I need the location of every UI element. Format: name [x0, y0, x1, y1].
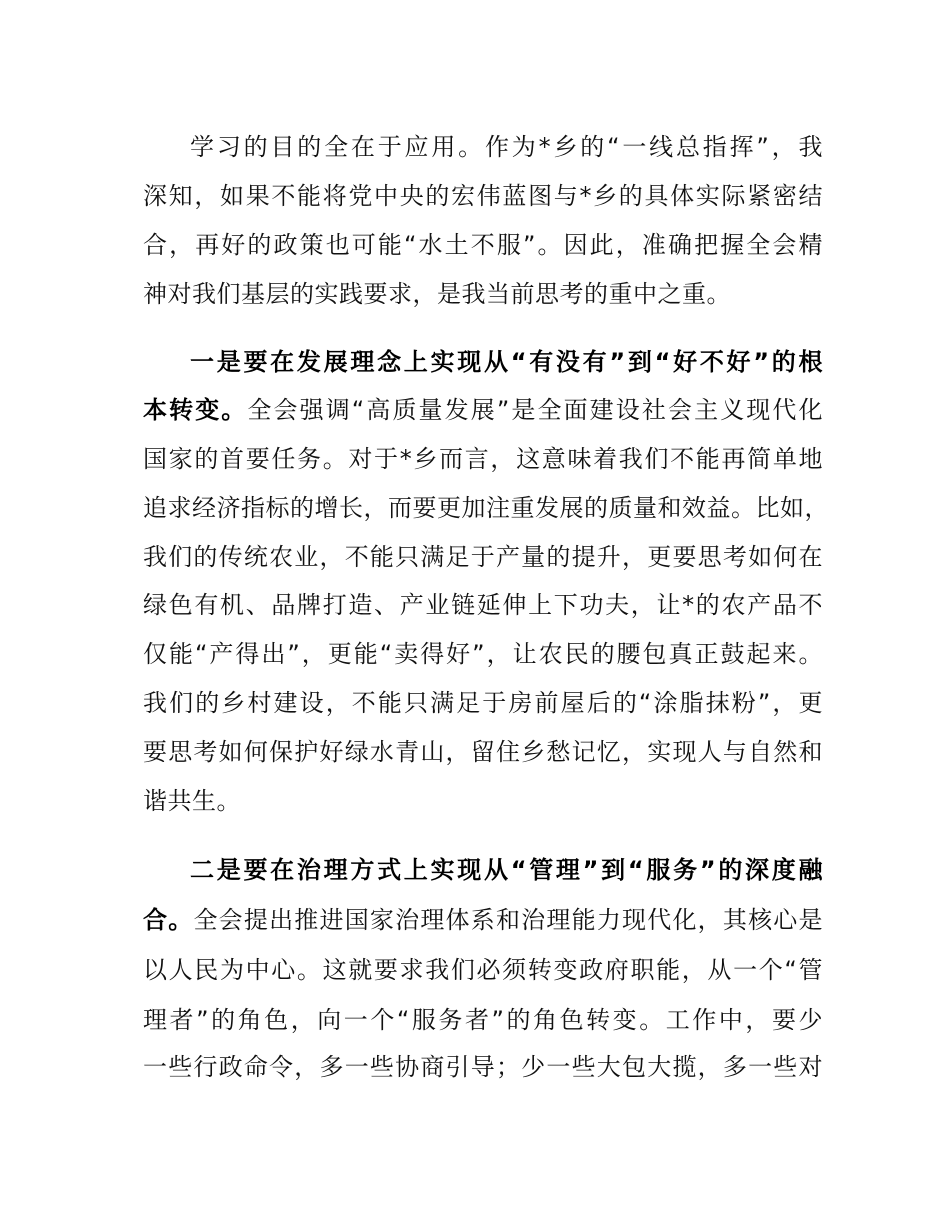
text-line [143, 493, 829, 523]
text-line [143, 905, 823, 935]
body-text: 我们的乡村建设，不能只满足于房前屋后的“涂脂抹粉”，更 [143, 689, 823, 717]
body-text: 绿色有机、品牌打造、产业链延伸上下功夫，让*的农产品不 [143, 591, 823, 619]
text-line [143, 955, 823, 985]
body-text: 我们的传统农业，不能只满足于产量的提升，更要思考如何在 [143, 543, 823, 571]
text-line [190, 855, 823, 885]
text-line [143, 542, 823, 572]
body-text: 理者”的角色，向一个“服务者”的角色转变。工作中，要少 [143, 1006, 823, 1034]
body-text: 全会提出推进国家治理体系和治理能力现代化，其核心是 [193, 906, 824, 934]
body-text: 合，再好的政策也可能“水土不服”。因此，准确把握全会精 [143, 231, 823, 259]
bold-heading-text: 二是要在治理方式上实现从“管理”到“服务”的深度融 [190, 856, 823, 884]
body-text: 谐共生。 [143, 787, 241, 815]
body-text: 追求经济指标的增长，而要更加注重发展的质量和效益。比如， [143, 494, 829, 522]
body-text: 一些行政命令，多一些协商引导；少一些大包大揽，多一些对 [143, 1053, 823, 1081]
text-line [143, 1052, 823, 1082]
text-line [143, 395, 823, 425]
body-text: 以人民为中心。这就要求我们必须转变政府职能，从一个“管 [143, 956, 823, 984]
text-line [143, 444, 823, 474]
body-text: 神对我们基层的实践要求，是我当前思考的重中之重。 [143, 280, 731, 308]
text-line [143, 1005, 823, 1035]
body-text: 要思考如何保护好绿水青山，留住乡愁记忆，实现人与自然和 [143, 738, 823, 766]
text-line [143, 230, 823, 260]
body-text: 深知，如果不能将党中央的宏伟蓝图与*乡的具体实际紧密结 [143, 182, 823, 210]
body-text: 仅能“产得出”，更能“卖得好”，让农民的腰包真正鼓起来。 [143, 640, 823, 668]
body-text: 学习的目的全在于应用。作为*乡的“一线总指挥”，我 [190, 133, 823, 161]
bold-heading-text: 合。 [143, 906, 194, 934]
text-line [143, 737, 823, 767]
bold-heading-text: 一是要在发展理念上实现从“有没有”到“好不好”的根 [190, 348, 823, 376]
text-line [190, 132, 823, 162]
body-text: 国家的首要任务。对于*乡而言，这意味着我们不能再简单地 [143, 445, 823, 473]
text-line [143, 590, 823, 620]
text-line [143, 639, 823, 669]
text-line [143, 181, 823, 211]
text-line [143, 688, 823, 718]
text-line [190, 347, 823, 377]
text-line [143, 279, 823, 309]
text-line [143, 786, 823, 816]
body-text: 全会强调“高质量发展”是全面建设社会主义现代化 [247, 396, 823, 424]
bold-heading-text: 本转变。 [143, 396, 248, 424]
